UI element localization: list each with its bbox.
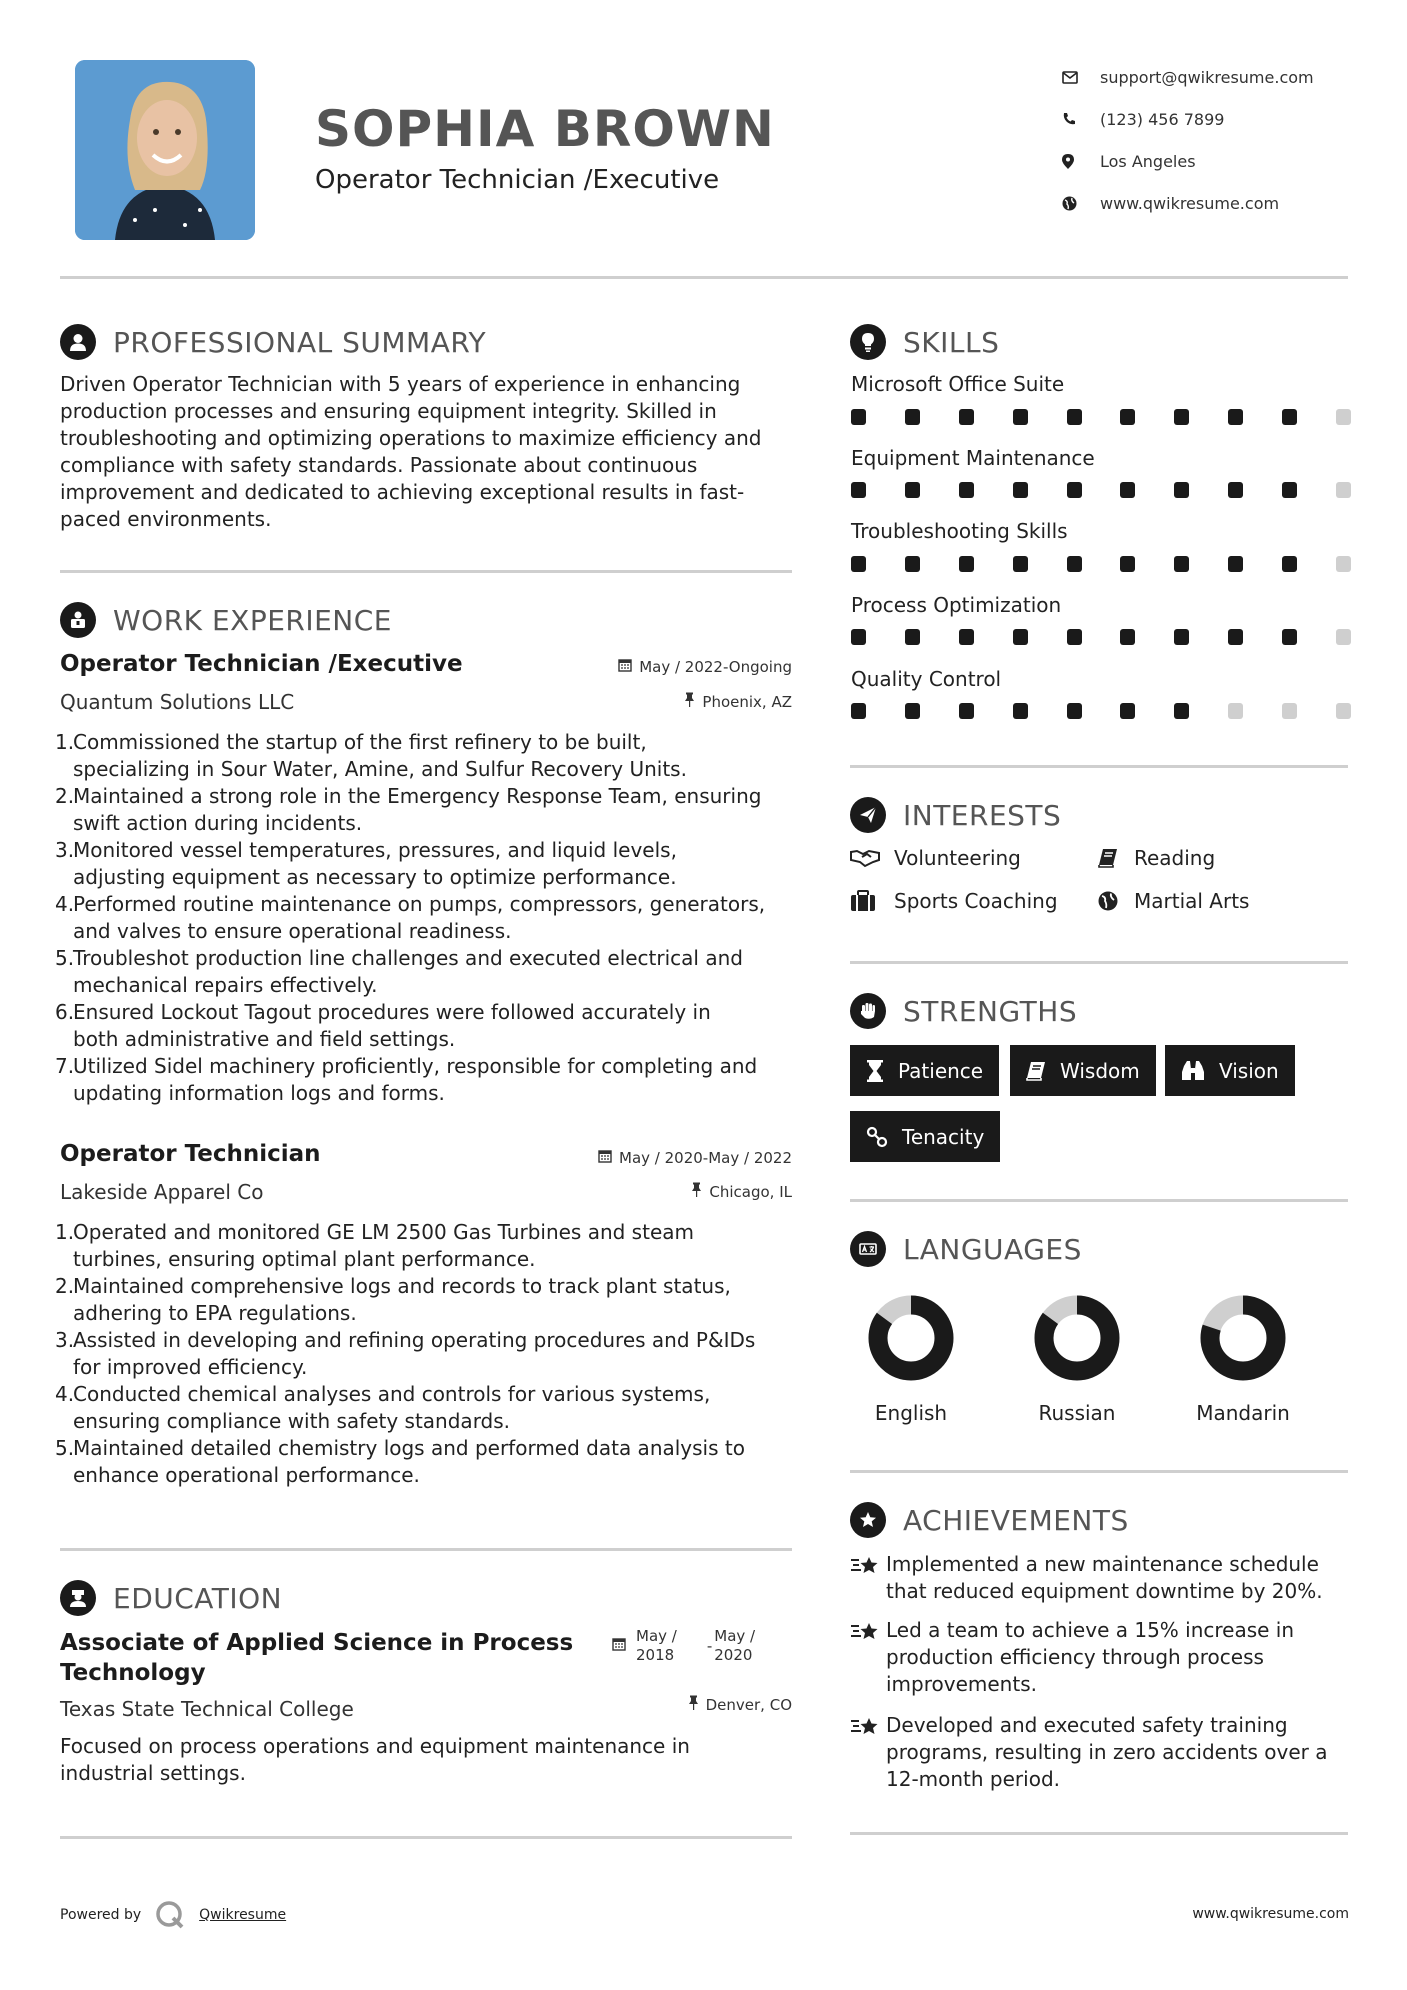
job-1-dates	[520, 658, 792, 676]
contact-phone[interactable]	[1062, 98, 1382, 140]
candidate-name: SOPHIA BROWN	[315, 100, 775, 158]
skill-dot-filled	[851, 556, 866, 572]
skill-dot-filled	[1120, 409, 1135, 425]
skill-rating	[851, 629, 1351, 645]
shooting-star-icon	[850, 1553, 886, 1605]
job-2-title: Operator Technician	[60, 1141, 321, 1167]
skill-dot-empty	[1336, 482, 1351, 498]
language-mandarin	[1183, 1295, 1303, 1425]
paper-plane-icon	[850, 797, 886, 833]
envelope-icon	[1062, 71, 1100, 84]
list-item: 4. Conducted chemical analyses and controls for various systems, ensuring compliance with safety standards.	[55, 1382, 711, 1433]
interests-title: INTERESTS	[903, 798, 1062, 832]
contact-email[interactable]	[1062, 56, 1382, 98]
qwikresume-logo-icon	[155, 1900, 185, 1930]
skill-dot-filled	[905, 409, 920, 425]
footer-powered-by	[60, 1900, 286, 1930]
skill-dot-filled	[905, 482, 920, 498]
globe-icon	[1098, 891, 1120, 911]
job-2-location-text: Chicago, IL	[709, 1182, 792, 1201]
skill-name: Troubleshooting Skills	[851, 519, 1068, 543]
header-divider	[60, 276, 1348, 279]
skill-dot-filled	[1013, 629, 1028, 645]
profile-photo	[75, 60, 255, 240]
achievements-divider	[850, 1832, 1348, 1835]
skill-dot-filled	[1228, 482, 1243, 498]
skill-dot-filled	[1013, 703, 1028, 719]
skill-dot-filled	[1282, 629, 1297, 645]
job-1-title: Operator Technician /Executive	[60, 651, 463, 677]
star-badge-icon	[850, 1502, 886, 1538]
education-description	[60, 1733, 800, 1787]
globe-icon	[1062, 196, 1100, 211]
skill-dot-filled	[1013, 556, 1028, 572]
languages-divider	[850, 1470, 1348, 1473]
link-icon	[866, 1126, 888, 1148]
achievements-title: ACHIEVEMENTS	[903, 1503, 1129, 1537]
lightbulb-icon	[850, 324, 886, 360]
education-dates	[612, 1627, 755, 1665]
skill-name: Process Optimization	[851, 593, 1062, 617]
contact-block	[1062, 56, 1382, 224]
summary-line: production processes and ensuring equipment integrity. Skilled in	[60, 399, 717, 423]
skill-dot-filled	[959, 629, 974, 645]
education-desc-line: Focused on process operations and equipment maintenance in	[60, 1734, 690, 1758]
summary-line: paced environments.	[60, 507, 272, 531]
interest-reading	[1098, 846, 1215, 870]
list-item: 5. Maintained detailed chemistry logs and performed data analysis to enhance operational performance.	[55, 1436, 745, 1487]
education-date-dash: -	[706, 1637, 713, 1655]
job-1-location-text: Phoenix, AZ	[702, 692, 792, 711]
strength-chip-patience	[850, 1045, 999, 1096]
skill-dot-filled	[1174, 629, 1189, 645]
language-donut	[1034, 1295, 1120, 1381]
interests-heading	[850, 797, 1061, 833]
skill-dot-filled	[1228, 556, 1243, 572]
skill-name: Quality Control	[851, 667, 1002, 691]
languages-title: LANGUAGES	[903, 1232, 1082, 1266]
skill-dot-filled	[959, 409, 974, 425]
calendar-icon	[612, 1637, 626, 1655]
strengths-heading	[850, 993, 1077, 1029]
education-location-text: Denver, CO	[705, 1695, 792, 1714]
skill-rating	[851, 482, 1351, 498]
binoculars-icon	[1181, 1060, 1205, 1082]
job-1-dates-text: May / 2022-Ongoing	[639, 658, 792, 676]
skill-dot-filled	[1067, 629, 1082, 645]
skill-dot-filled	[959, 482, 974, 498]
skill-dot-filled	[1282, 482, 1297, 498]
skill-dot-filled	[1120, 556, 1135, 572]
skill-dot-filled	[1174, 556, 1189, 572]
education-school: Texas State Technical College	[60, 1697, 354, 1721]
contact-website[interactable]	[1062, 182, 1382, 224]
skill-dot-filled	[1067, 409, 1082, 425]
skill-dot-filled	[959, 703, 974, 719]
list-item: 2. Maintained a strong role in the Emergency Response Team, ensuring swift action during incidents.	[55, 784, 762, 835]
fist-icon	[850, 993, 886, 1029]
skill-rating	[851, 703, 1351, 719]
strength-label: Patience	[898, 1058, 984, 1083]
skill-dot-filled	[1013, 409, 1028, 425]
language-donut	[1200, 1295, 1286, 1381]
contact-location	[1062, 140, 1382, 182]
education-title: EDUCATION	[113, 1581, 283, 1615]
shooting-star-icon	[850, 1619, 886, 1698]
skill-dot-filled	[1228, 629, 1243, 645]
powered-by-label: Powered by	[60, 1907, 142, 1923]
skill-dot-filled	[1067, 556, 1082, 572]
handshake-icon	[850, 848, 880, 868]
contact-phone-text: (123) 456 7899	[1100, 109, 1225, 129]
interest-martial-arts	[1098, 889, 1249, 913]
list-item: 1. Commissioned the startup of the first refinery to be built, specializing in Sour Water, Amine, and Sulfur Recovery Units.	[55, 730, 687, 781]
interest-label: Volunteering	[894, 846, 1021, 870]
experience-divider	[60, 1548, 792, 1551]
interests-divider	[850, 961, 1348, 964]
skill-dot-filled	[851, 409, 866, 425]
strengths-divider	[850, 1199, 1348, 1202]
calendar-icon	[618, 658, 632, 676]
graduate-icon	[60, 1580, 96, 1616]
achievement-item: Implemented a new maintenance schedule that reduced equipment downtime by 20%.	[850, 1551, 1323, 1605]
job-2-bullets	[55, 1219, 795, 1489]
skill-dot-filled	[959, 556, 974, 572]
briefcase-icon	[60, 602, 96, 638]
interest-volunteering	[850, 846, 1021, 870]
summary-line: Driven Operator Technician with 5 years of experience in enhancing	[60, 372, 741, 396]
skill-dot-empty	[1336, 703, 1351, 719]
summary-text	[60, 371, 800, 533]
summary-heading	[60, 324, 486, 360]
skill-dot-filled	[851, 703, 866, 719]
contact-location-text: Los Angeles	[1100, 151, 1196, 171]
languages-heading	[850, 1231, 1082, 1267]
language-english	[851, 1295, 971, 1425]
skill-dot-filled	[905, 556, 920, 572]
skill-name: Microsoft Office Suite	[851, 372, 1065, 396]
book-icon	[1026, 1061, 1046, 1081]
book-icon	[1098, 848, 1120, 868]
strengths-title: STRENGTHS	[903, 994, 1078, 1028]
strength-chip-vision	[1165, 1045, 1295, 1096]
skill-dot-filled	[1282, 409, 1297, 425]
skill-name: Equipment Maintenance	[851, 446, 1095, 470]
skill-dot-filled	[1120, 482, 1135, 498]
list-item: 4. Performed routine maintenance on pumps, compressors, generators, and valves to ensure operational readiness.	[55, 892, 766, 943]
interest-label: Reading	[1134, 846, 1216, 870]
experience-heading	[60, 602, 392, 638]
skill-dot-filled	[1174, 703, 1189, 719]
phone-icon	[1062, 112, 1100, 126]
language-donut	[868, 1295, 954, 1381]
translate-icon	[850, 1231, 886, 1267]
skill-dot-filled	[905, 703, 920, 719]
pushpin-icon	[684, 692, 695, 711]
interest-sports-coaching	[850, 889, 1058, 913]
calendar-icon	[598, 1149, 612, 1167]
map-pin-icon	[1062, 154, 1100, 169]
list-item: 7. Utilized Sidel machinery proficiently, responsible for completing and updating information logs and forms.	[55, 1054, 758, 1105]
hourglass-icon	[866, 1060, 884, 1082]
skill-dot-filled	[1067, 703, 1082, 719]
skill-dot-filled	[1282, 556, 1297, 572]
skill-dot-empty	[1336, 629, 1351, 645]
education-desc-line: industrial settings.	[60, 1761, 246, 1785]
job-2-company: Lakeside Apparel Co	[60, 1180, 264, 1204]
skills-heading	[850, 324, 999, 360]
job-2-dates	[520, 1149, 792, 1167]
strength-label: Vision	[1219, 1058, 1279, 1083]
language-russian	[1017, 1295, 1137, 1425]
summary-line: troubleshooting and optimizing operations to maximize efficiency and	[60, 426, 762, 450]
interest-label: Sports Coaching	[894, 889, 1058, 913]
language-name: Russian	[1038, 1401, 1116, 1425]
achievement-item: Led a team to achieve a 15% increase in production efficiency through process improvements.	[850, 1617, 1294, 1698]
skills-title: SKILLS	[903, 325, 1000, 359]
language-name: Mandarin	[1196, 1401, 1290, 1425]
skill-dot-filled	[1067, 482, 1082, 498]
list-item: 6. Ensured Lockout Tagout procedures were followed accurately in both administrative and field settings.	[55, 1000, 711, 1051]
pushpin-icon	[688, 1695, 699, 1714]
degree-line: Technology	[60, 1660, 206, 1686]
summary-line: compliance with safety standards. Passionate about continuous	[60, 453, 698, 477]
clipboard-icon	[850, 890, 880, 912]
skill-dot-filled	[1013, 482, 1028, 498]
education-degree	[60, 1628, 573, 1688]
summary-title: PROFESSIONAL SUMMARY	[113, 325, 487, 359]
skill-dot-filled	[1174, 409, 1189, 425]
skill-dot-filled	[1120, 629, 1135, 645]
education-heading	[60, 1580, 282, 1616]
skill-dot-filled	[905, 629, 920, 645]
skill-dot-filled	[851, 629, 866, 645]
achievement-item: Developed and executed safety training programs, resulting in zero accidents over a 12-month period.	[850, 1712, 1327, 1793]
list-item: 2. Maintained comprehensive logs and records to track plant status, adhering to EPA regulations.	[55, 1274, 731, 1325]
skill-dot-filled	[1120, 703, 1135, 719]
job-2-location	[520, 1182, 792, 1201]
experience-title: WORK EXPERIENCE	[113, 603, 392, 637]
interest-label: Martial Arts	[1134, 889, 1250, 913]
list-item: 3. Assisted in developing and refining operating procedures and P&IDs for improved efficiency.	[55, 1328, 756, 1379]
job-1-location	[520, 692, 792, 711]
degree-line: Associate of Applied Science in Process	[60, 1630, 574, 1656]
skill-dot-empty	[1228, 703, 1243, 719]
education-divider	[60, 1836, 792, 1839]
education-location	[520, 1695, 792, 1714]
contact-email-text: support@qwikresume.com	[1100, 67, 1314, 87]
language-name: English	[874, 1401, 948, 1425]
skill-dot-empty	[1336, 409, 1351, 425]
skill-dot-empty	[1282, 703, 1297, 719]
skill-dot-filled	[1228, 409, 1243, 425]
job-1-company: Quantum Solutions LLC	[60, 690, 295, 714]
education-start: May / 2018	[636, 1627, 677, 1664]
list-item: 1. Operated and monitored GE LM 2500 Gas Turbines and steam turbines, ensuring optimal plant performance.	[55, 1220, 694, 1271]
strength-chip-tenacity	[850, 1111, 1000, 1162]
job-1-bullets	[55, 729, 795, 1107]
list-item: 3. Monitored vessel temperatures, pressures, and liquid levels, adjusting equipment as necessary to optimize performance.	[55, 838, 677, 889]
footer-website[interactable]: www.qwikresume.com	[1192, 1906, 1349, 1922]
education-end: May / 2020	[714, 1627, 756, 1664]
strength-label: Wisdom	[1060, 1058, 1140, 1083]
qwikresume-link[interactable]: Qwikresume	[199, 1907, 287, 1923]
skill-rating	[851, 409, 1351, 425]
contact-website-text: www.qwikresume.com	[1100, 193, 1280, 213]
shooting-star-icon	[850, 1714, 886, 1793]
summary-line: improvement and dedicated to achieving exceptional results in fast-	[60, 480, 745, 504]
user-icon	[60, 324, 96, 360]
skill-dot-filled	[1174, 482, 1189, 498]
skill-dot-empty	[1336, 556, 1351, 572]
strength-label: Tenacity	[902, 1124, 985, 1149]
job-2-dates-text: May / 2020-May / 2022	[619, 1149, 792, 1167]
skill-rating	[851, 556, 1351, 572]
summary-divider	[60, 570, 792, 573]
achievements-heading	[850, 1502, 1129, 1538]
list-item: 5. Troubleshot production line challenges and executed electrical and mechanical repairs effectively.	[55, 946, 743, 997]
skill-dot-filled	[851, 482, 866, 498]
candidate-title: Operator Technician /Executive	[315, 165, 720, 195]
strength-chip-wisdom	[1010, 1045, 1156, 1096]
skills-divider	[850, 765, 1348, 768]
pushpin-icon	[691, 1182, 702, 1201]
